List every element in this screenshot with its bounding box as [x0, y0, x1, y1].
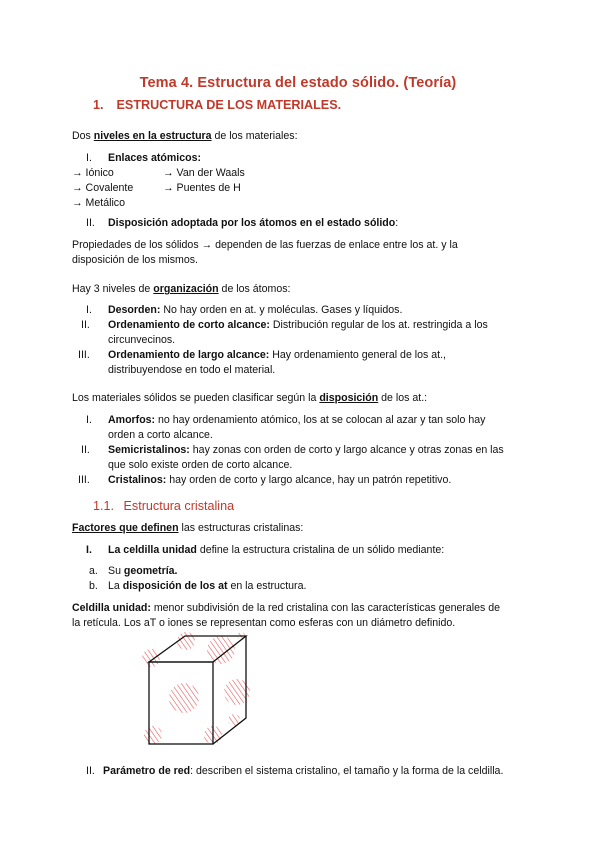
sublist-item-b	[108, 579, 306, 594]
unit-cell-cube-illustration	[140, 632, 260, 754]
list3-text-1a: no hay ordenamiento atómico, los at se colocan al azar y tan solo hay	[155, 414, 486, 426]
enlaces-label: Enlaces atómicos:	[108, 152, 202, 164]
clasificar-post: de los at.:	[378, 392, 428, 404]
list2-item-3-number	[78, 348, 90, 363]
celdilla-def-line-1	[72, 601, 500, 616]
enlace-metalico	[72, 196, 125, 211]
list3-item-3	[108, 473, 451, 488]
parametro-post: : describen el sistema cristalino, el tamaño y la forma de la celdilla.	[190, 765, 504, 777]
celdilla-item-number	[86, 543, 92, 558]
list2-bold-1: Desorden:	[108, 304, 161, 316]
list2-item-2-number	[81, 318, 90, 333]
enlaces-item-number	[86, 151, 92, 166]
section-1-1-heading	[93, 499, 234, 513]
celdilla-def-line-2	[72, 616, 455, 631]
disposicion-item-number	[86, 216, 95, 231]
list3-bold-2: Semicristalinos:	[108, 444, 190, 456]
list3-text-3: hay orden de corto y largo alcance, hay un patrón repetitivo.	[166, 474, 452, 486]
list2-item-2	[108, 318, 488, 333]
enlace-puentes-text: → Puentes de H	[163, 182, 241, 194]
sublist-bold-a: geometría.	[123, 565, 178, 577]
sublist-item-b-number	[89, 579, 98, 594]
section-1-heading	[93, 98, 341, 112]
clasificar-pre: Los materiales sólidos se pueden clasificar según la	[72, 392, 320, 404]
enlace-covalente-text: → Covalente	[72, 182, 134, 194]
propiedades-text-2: disposición de los mismos.	[72, 254, 198, 266]
clasificar-bold: disposición	[319, 392, 379, 404]
celdilla-bold: La celdilla unidad	[108, 544, 197, 556]
parametro-bold: Parámetro de red	[103, 765, 191, 777]
celdilla-item	[108, 543, 444, 558]
list3-item-1-number	[86, 413, 92, 428]
sublist-post-b: en la estructura.	[227, 580, 307, 592]
list2-bold-3: Ordenamiento de largo alcance:	[108, 349, 270, 361]
disposicion-item-label	[108, 216, 398, 231]
list2-item-3	[108, 348, 446, 363]
section-1-1-number: 1.1.	[93, 499, 115, 513]
factores-paragraph	[72, 521, 303, 536]
list2-num-1: I.	[86, 304, 92, 316]
niveles-post: de los materiales:	[211, 130, 298, 142]
organizacion-paragraph	[72, 282, 290, 297]
niveles-pre: Dos	[72, 130, 94, 142]
parametro-item-number	[86, 764, 95, 779]
list2-text-3a: Hay ordenamiento general de los at.,	[269, 349, 446, 361]
sublist-num-a: a.	[89, 565, 98, 577]
list2-text-2b: circunvecinos.	[108, 334, 176, 346]
list3-num-1: I.	[86, 414, 92, 426]
organizacion-bold: organización	[153, 283, 219, 295]
atom-sphere	[144, 726, 162, 744]
page-title	[0, 75, 600, 91]
niveles-paragraph	[72, 129, 298, 144]
section-1-number: 1.	[93, 98, 104, 112]
sublist-num-b: b.	[89, 580, 98, 592]
atom-sphere	[169, 683, 199, 713]
list2-bold-2: Ordenamiento de corto alcance:	[108, 319, 270, 331]
list2-item-1-number	[86, 303, 92, 318]
disposicion-num: II.	[86, 217, 95, 229]
propiedades-line-2	[72, 253, 198, 268]
propiedades-text-1: Propiedades de los sólidos → dependen de las fuerzas de enlace entre los at. y la	[72, 239, 458, 251]
organizacion-pre: Hay 3 niveles de	[72, 283, 154, 295]
disposicion-bold: Disposición adoptada por los átomos en el estado sólido	[108, 217, 396, 229]
section-1-1-title: Estructura cristalina	[123, 499, 235, 513]
list3-text-1b: orden a corto alcance.	[108, 429, 213, 441]
list3-bold-3: Cristalinos:	[108, 474, 167, 486]
celdilla-post: define la estructura cristalina de un sólido mediante:	[196, 544, 445, 556]
list2-item-2-cont	[108, 333, 175, 348]
list3-item-1-cont	[108, 428, 213, 443]
enlace-metalico-text: → Metálico	[72, 197, 125, 209]
enlace-van-der-waals	[163, 166, 245, 181]
list3-item-2-cont	[108, 458, 292, 473]
list3-num-3: III.	[78, 474, 90, 486]
sublist-pre-b: La	[108, 580, 123, 592]
parametro-num: II.	[86, 765, 95, 777]
enlace-ionico	[72, 166, 114, 181]
clasificar-paragraph	[72, 391, 427, 406]
list3-text-2a: hay zonas con orden de corto y largo alcance y otras zonas en las	[189, 444, 504, 456]
niveles-bold: niveles en la estructura	[93, 130, 212, 142]
list2-item-3-cont	[108, 363, 275, 378]
celdilla-num: I.	[86, 544, 92, 556]
list2-text-3b: distribuyendose en todo el material.	[108, 364, 276, 376]
celdilla-def-text-2: la retícula. Los aT o iones se representan como esferas con un diámetro definido.	[72, 617, 456, 629]
list3-text-2b: que solo existe orden de corto alcance.	[108, 459, 293, 471]
atom-sphere	[142, 649, 160, 667]
section-1-title: ESTRUCTURA DE LOS MATERIALES.	[116, 98, 342, 112]
sublist-item-a	[108, 564, 177, 579]
celdilla-def-bold: Celdilla unidad:	[72, 602, 151, 614]
list3-item-2	[108, 443, 504, 458]
organizacion-post: de los átomos:	[218, 283, 291, 295]
sublist-bold-b: disposición de los at	[122, 580, 228, 592]
list2-text-2a: Distribución regular de los at. restringida a los	[269, 319, 488, 331]
propiedades-line-1	[72, 238, 458, 253]
page-title-text: Tema 4. Estructura del estado sólido. (Teoría)	[139, 75, 457, 91]
list2-text-1: No hay orden en at. y moléculas. Gases y líquidos.	[160, 304, 403, 316]
list2-num-3: III.	[78, 349, 90, 361]
list3-num-2: II.	[81, 444, 90, 456]
parametro-item	[103, 764, 503, 779]
enlace-puentes-h	[163, 181, 241, 196]
factores-bold: Factores que definen	[72, 522, 179, 534]
list3-item-1	[108, 413, 485, 428]
sublist-pre-a: Su	[108, 565, 124, 577]
factores-post: las estructuras cristalinas:	[178, 522, 304, 534]
enlaces-item-label	[108, 151, 201, 166]
list2-num-2: II.	[81, 319, 90, 331]
enlace-ionico-text: → Iónico	[72, 167, 114, 179]
enlace-covalente	[72, 181, 133, 196]
list3-bold-1: Amorfos:	[108, 414, 156, 426]
celdilla-def-text-1: menor subdivisión de la red cristalina con las características generales de	[150, 602, 501, 614]
disposicion-rest: :	[395, 217, 399, 229]
enlaces-num: I.	[86, 152, 92, 164]
list2-item-1	[108, 303, 402, 318]
atom-sphere	[207, 636, 235, 664]
list3-item-2-number	[81, 443, 90, 458]
enlace-vdw-text: → Van der Waals	[163, 167, 245, 179]
sublist-item-a-number	[89, 564, 98, 579]
atom-sphere	[177, 632, 195, 650]
list3-item-3-number	[78, 473, 90, 488]
